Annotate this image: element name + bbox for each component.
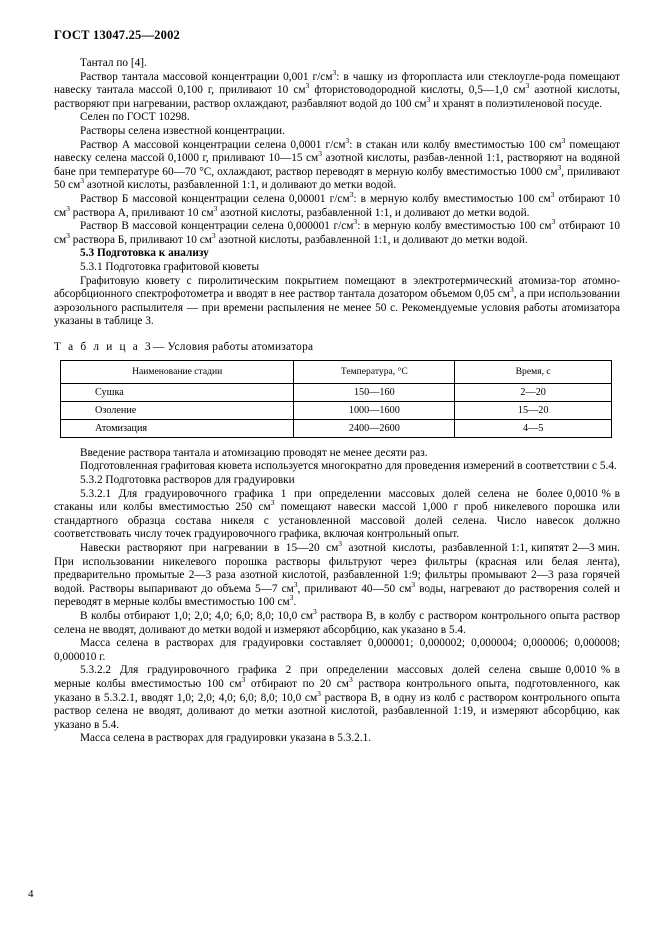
paragraph-5321-d: Масса селена в растворах для градуировки составляет 0,000001; 0,000002; 0,000004; 0,000006; 0,000008; 0,000010 г.: [54, 637, 620, 663]
table-row: [61, 383, 612, 401]
column-header-temperature: Температура, °С: [294, 360, 455, 383]
cell-stage: Сушка: [61, 383, 294, 401]
section-heading-531: 5.3.1 Подготовка графитовой кюветы: [80, 260, 260, 273]
cell-temperature: 2400—2600: [294, 419, 455, 437]
cell-time: 15—20: [455, 401, 612, 419]
table-row: [61, 419, 612, 437]
paragraph-5321-b: Навески растворяют при нагревании в 15—20 $см^3$ азотной кислоты, разбавленной 1:1, кипятят 2—3 мин. При использовании никелевого порошка растворы фильтруют через фильтры (красная или белая лента), предварительно промытые 2—3 раза азотной кислотой, разбавленной 1:9; фильтры промывают 2—3 раза горячей водой. Растворы выпаривают до объема 5—7 $см^3$, приливают 40—50 $см^3$ воды, нагревают до растворения солей и переводят в мерные колбы вместимостью 100 $см^3$.: [54, 539, 621, 609]
table-caption-text: — Условия работы атомизатора: [152, 340, 314, 353]
table-row: [61, 401, 612, 419]
section-heading-532: 5.3.2 Подготовка растворов для градуировки: [80, 474, 295, 487]
paragraph-solution-v: Раствор В массовой концентрации селена 0,000001 $г/см^3$: в мерную колбу вместимостью 100 $см^3$ отбирают 10 $см^3$ раствора Б, приливают 10 $см^3$ азотной кислоты, разбавленной 1:1, и доливают до метки водой.: [54, 217, 620, 246]
table-caption: [54, 341, 620, 353]
column-header-time: Время, с: [455, 360, 612, 383]
paragraph-selenium-solutions: Растворы селена известной концентрации.: [80, 124, 285, 137]
section-heading-53: 5.3 Подготовка к анализу: [80, 247, 209, 260]
atomizer-conditions-table: [60, 360, 612, 438]
cell-time: 4—5: [455, 419, 612, 437]
document-body: [54, 57, 620, 746]
paragraph-selenium-source: Селен по ГОСТ 10298.: [80, 111, 190, 124]
paragraph-after-table-2: Подготовленная графитовая кювета используется многократно для проведения измерений в соответствии с 5.4.: [80, 460, 617, 473]
cell-stage: Атомизация: [61, 419, 294, 437]
paragraph-tantalum-source: Тантал по [4].: [80, 57, 147, 69]
cell-stage: Озоление: [61, 401, 294, 419]
paragraph-solution-a: Раствор А массовой концентрации селена 0,0001 $г/см^3$: в стакан или колбу вместимостью 100 $см^3$ помещают навеску селена массой 0,1000 г, приливают 10—15 $см^3$ азотной кислоты, разбав-ленной 1:1, растворяют на водяной бане при температуре 60—70 °С, охлаждают, раствор переводят в мерную колбу вместимостью 1000 $см^3$, приливают 50 $см^3$ азотной кислоты, разбавленной 1:1, и доливают до метки водой.: [54, 135, 621, 192]
paragraph-after-table-1: Введение раствора тантала и атомизацию проводят не менее десяти раз.: [80, 446, 428, 459]
paragraph-5321: 5.3.2.1 Для градуировочного графика 1 при определении массовых долей селена не более 0,0010 % в стаканы или колбы вместимостью 250 $см^3$ помещают навески массой 1,000 г проб никелевого порошка или стандартного образца состава никеля с установленной массовой долей селена. Число навесок должно соответствовать числу точек градуировочного графика, включая контрольный опыт.: [54, 487, 620, 541]
page-number: 4: [28, 888, 34, 900]
paragraph-solution-b: Раствор Б массовой концентрации селена 0,00001 $г/см^3$: в мерную колбу вместимостью 100 $см^3$ отбирают 10 $см^3$ раствора А, приливают 10 $см^3$ азотной кислоты, разбавленной 1:1, и доливают до метки водой.: [54, 190, 620, 219]
cell-temperature: 1000—1600: [294, 401, 455, 419]
paragraph-5322-b: Масса селена в растворах для градуировки указана в 5.3.2.1.: [80, 732, 372, 745]
table-header-row: [61, 360, 612, 383]
cell-time: 2—20: [455, 383, 612, 401]
paragraph-tantalum-solution: Раствор тантала массовой концентрации 0,001 $г/см^3$: в чашку из фторопласта или стеклоугле-рода помещают навеску тантала массой 0,100 г, приливают 10 $см^3$ фтористоводородной кислоты, 0,5—1,0 $см^3$ азотной кислоты, растворяют при нагревании, раствор охлаждают, разбавляют водой до 100 $см^3$ и хранят в полиэтиленовой посуде.: [54, 67, 620, 110]
table-caption-label: Т а б л и ц а 3: [54, 340, 153, 353]
cell-temperature: 150—160: [294, 383, 455, 401]
page-header: ГОСТ 13047.25—2002: [54, 28, 180, 42]
paragraph-5321-c: В колбы отбирают 1,0; 2,0; 4,0; 6,0; 8,0; 10,0 $см^3$ раствора В, в колбу с раствором контрольного опыта раствор селена не вводят, доливают до метки водой и измеряют абсорбцию, как указано в 5.4.: [54, 607, 620, 636]
paragraph-5322: 5.3.2.2 Для градуировочного графика 2 при определении массовых долей селена свыше 0,0010 % в мерные колбы вместимостью 100 $см^3$ отбирают по 20 $см^3$ раствора контрольного опыта, подготовленного, как указано в 5.3.2.1, вводят 1,0; 2,0; 4,0; 6,0; 8,0; 10,0 $см^3$ раствора В, в одну из колб с раствором контрольного опыта раствор селена не вводят, доливают до метки азотной кислотой, разбавленной 1:19, и измеряют абсорбцию, как указано в 5.4.: [54, 664, 620, 731]
paragraph-531-body: Графитовую кювету с пиролитическим покрытием помещают в электротермический атомиза-тор атомно-абсорбционного спектрофотометра и вводят в нее раствор тантала дозатором объемом 0,05 $см^3$, а при использовании аэрозольного распылителя — при времени распыления не менее 50 с. Рекомендуемые условия работы атомизатора указаны в таблице 3.: [54, 274, 620, 328]
column-header-stage: Наименование стадии: [61, 360, 294, 383]
